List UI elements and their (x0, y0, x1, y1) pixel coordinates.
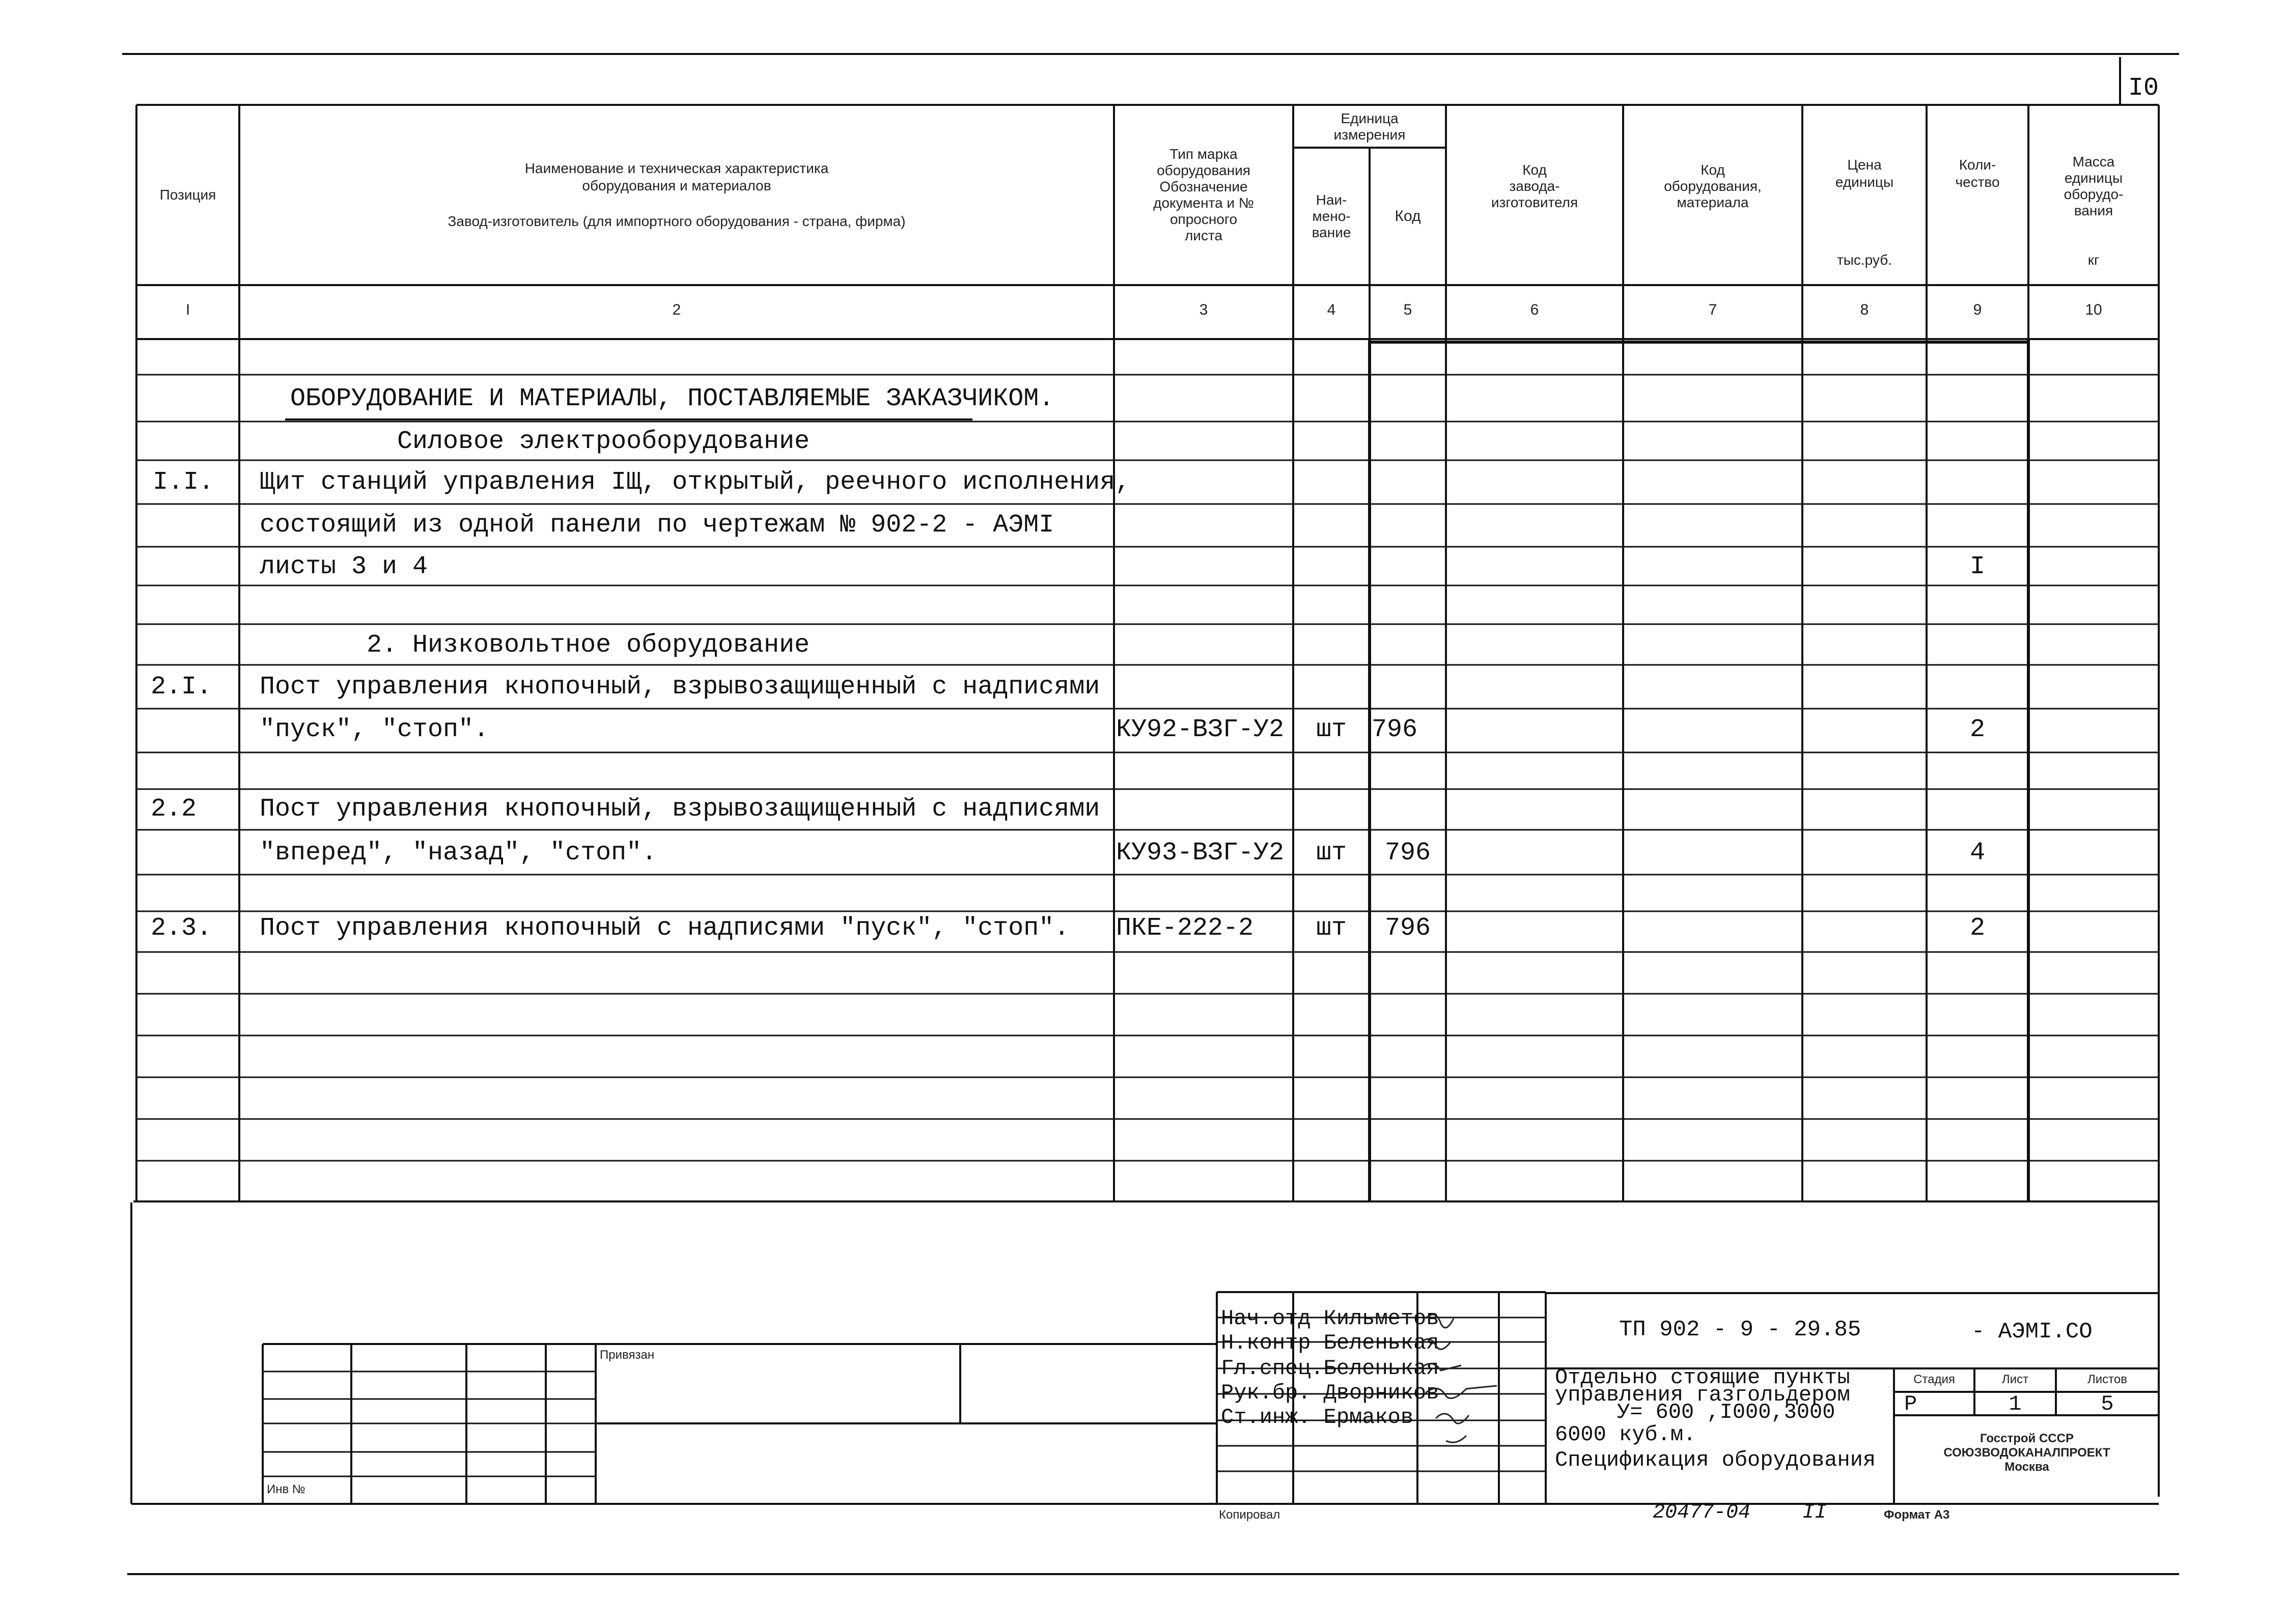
title-line5: Спецификация оборудования (1555, 1448, 1876, 1472)
sheet-value: 1 (2009, 1392, 2022, 1416)
header-type-line6: листа (1184, 228, 1223, 243)
title-line4: 6000 куб.м. (1555, 1422, 1696, 1447)
footer-mark: II (1802, 1501, 1827, 1524)
header-type-line3: Обозначение (1159, 179, 1248, 194)
title-line1: Отдельно стоящие пункты (1555, 1365, 1850, 1390)
header-position: Позиция (159, 187, 216, 203)
row-quantity: 2 (1969, 715, 1985, 744)
header-price (1803, 105, 1926, 227)
header-unit-name-line3: вание (1312, 225, 1351, 240)
row-unit-code: 796 (1384, 838, 1431, 867)
header-quantity (1928, 105, 2027, 227)
header-equipment-code-line3: материала (1677, 194, 1749, 210)
column-number-4: 4 (1327, 301, 1336, 318)
row-name: состоящий из одной панели по чертежам № 902-2 - АЭМI (260, 511, 1054, 540)
row-name: "пуск", "стоп". (260, 715, 489, 744)
header-type-line1: Тип марка (1169, 146, 1238, 162)
title-line3: У= 600 ,I000,3000 (1617, 1400, 1835, 1424)
column-number-8: 8 (1860, 301, 1869, 318)
header-unit-name (1294, 149, 1369, 284)
handwritten-signatures (1415, 1303, 1548, 1471)
subsection-power-equipment: Силовое электрооборудование (397, 427, 810, 456)
footer-format-label: Формат А3 (1884, 1508, 1950, 1522)
header-factory-code (1447, 105, 1622, 247)
header-unit-line1: Единица (1341, 110, 1399, 126)
subsection-low-voltage: 2. Низковольтное оборудование (367, 631, 810, 660)
section-heading: ОБОРУДОВАНИЕ И МАТЕРИАЛЫ, ПОСТАВЛЯЕМЫЕ ЗАКАЗЧИКОМ. (290, 384, 1054, 413)
header-type-line4: документа и № (1153, 195, 1254, 211)
header-quantity-line2: чество (1955, 174, 2000, 190)
row-position: I.I. (153, 468, 214, 497)
signature-team-lead: Рук.бр. Дворников (1221, 1381, 1439, 1405)
header-unit-name-line2: мено- (1312, 208, 1351, 224)
header-type-line2: оборудования (1157, 162, 1250, 178)
column-number-10: 10 (2085, 301, 2102, 318)
header-equipment-code-line1: Код (1701, 162, 1725, 178)
org-line1: Госстрой СССР (1980, 1432, 2074, 1445)
header-name-line3: Завод-изготовитель (для импортного оборудования - страна, фирма) (448, 213, 906, 229)
sheets-value: 5 (2101, 1392, 2114, 1416)
header-equipment-code-line2: оборудования, (1664, 178, 1762, 194)
row-unit-code: 796 (1372, 715, 1418, 744)
column-number-3: 3 (1199, 301, 1208, 318)
row-quantity: I (1969, 552, 1985, 581)
header-factory-code-line2: завода- (1509, 178, 1560, 194)
inventory-number-label: Инв № (267, 1482, 305, 1496)
footer-copied-label: Копировал (1219, 1508, 1280, 1522)
header-quantity-line1: Коли- (1959, 157, 1996, 173)
row-name: "вперед", "назад", "стоп". (260, 838, 657, 867)
header-name-line1: Наименование и техническая характеристика (524, 160, 829, 176)
sheet-number: I0 (2128, 74, 2159, 103)
row-type: КУ93-ВЗГ-У2 (1116, 838, 1285, 867)
header-unit (1294, 107, 1445, 147)
row-quantity: 2 (1969, 914, 1985, 943)
header-price-line2: единицы (1835, 174, 1894, 190)
row-unit: шт (1316, 838, 1347, 867)
column-number-2: 2 (672, 301, 681, 318)
footer-archive-number: 20477-04 (1653, 1501, 1751, 1524)
header-unit-line2: измерения (1333, 127, 1406, 143)
header-price-unit: тыс.руб. (1836, 252, 1892, 268)
header-unit-name-line1: Наи- (1316, 192, 1347, 208)
header-mass-line4: вания (2074, 203, 2113, 218)
column-number-5: 5 (1403, 301, 1412, 318)
row-quantity: 4 (1969, 838, 1985, 867)
header-name (240, 105, 1113, 285)
header-mass (2029, 105, 2158, 247)
sheets-label: Листов (2087, 1373, 2127, 1386)
document-suffix: - АЭМI.СО (1971, 1319, 2093, 1345)
row-name: Пост управления кнопочный, взрывозащищенный с надписями (260, 673, 1100, 702)
header-mass-line1: Масса (2072, 154, 2115, 170)
header-type (1115, 105, 1292, 285)
signature-senior-engineer: Ст.инж. Ермаков (1221, 1405, 1414, 1430)
header-factory-code-line3: изготовителя (1491, 194, 1578, 210)
stage-label: Стадия (1913, 1373, 1955, 1386)
column-number-7: 7 (1708, 301, 1717, 318)
header-mass-unit: кг (2087, 252, 2100, 268)
row-position: 2.I. (151, 673, 212, 702)
sheet-label: Лист (2001, 1373, 2029, 1386)
column-number-9: 9 (1973, 301, 1982, 318)
row-unit-code: 796 (1384, 914, 1431, 943)
header-mass-line3: оборудо- (2064, 186, 2124, 202)
row-name: Щит станций управления IЩ, открытый, реечного исполнения, (260, 468, 1131, 497)
row-name: Пост управления кнопочный с надписями "пуск", "стоп". (260, 914, 1070, 943)
stage-value: Р (1904, 1392, 1917, 1416)
signature-norm-control: Н.контр Беленькая (1221, 1331, 1439, 1355)
org-line3: Москва (2004, 1460, 2049, 1474)
document-code: ТП 902 - 9 - 29.85 (1619, 1317, 1861, 1342)
header-type-line5: опросного (1169, 211, 1238, 227)
header-mass-line2: единицы (2064, 170, 2123, 186)
header-price-line1: Цена (1847, 157, 1882, 173)
column-number-1: I (185, 301, 190, 318)
privyazan-label: Привязан (600, 1348, 655, 1362)
row-name: листы 3 и 4 (260, 552, 428, 581)
header-equipment-code (1624, 105, 1801, 247)
org-line2: СОЮЗВОДОКАНАЛПРОЕКТ (1943, 1446, 2110, 1460)
header-unit-code: Код (1395, 208, 1421, 225)
title-line2: управления газгольдером (1555, 1383, 1850, 1407)
row-unit: шт (1316, 914, 1347, 943)
header-factory-code-line1: Код (1522, 162, 1547, 178)
row-position: 2.2 (151, 795, 197, 824)
row-unit: шт (1316, 715, 1347, 744)
row-name: Пост управления кнопочный, взрывозащищенный с надписями (260, 795, 1100, 824)
row-position: 2.3. (151, 914, 212, 943)
row-type: КУ92-ВЗГ-У2 (1116, 715, 1285, 744)
signature-chief-specialist: Гл.спец.Беленькая (1221, 1356, 1439, 1381)
row-type: ПКЕ-222-2 (1116, 914, 1254, 943)
signature-head-department: Нач.отд Кильметов (1221, 1306, 1439, 1331)
column-number-6: 6 (1530, 301, 1539, 318)
header-name-line2: оборудования и материалов (582, 178, 771, 193)
